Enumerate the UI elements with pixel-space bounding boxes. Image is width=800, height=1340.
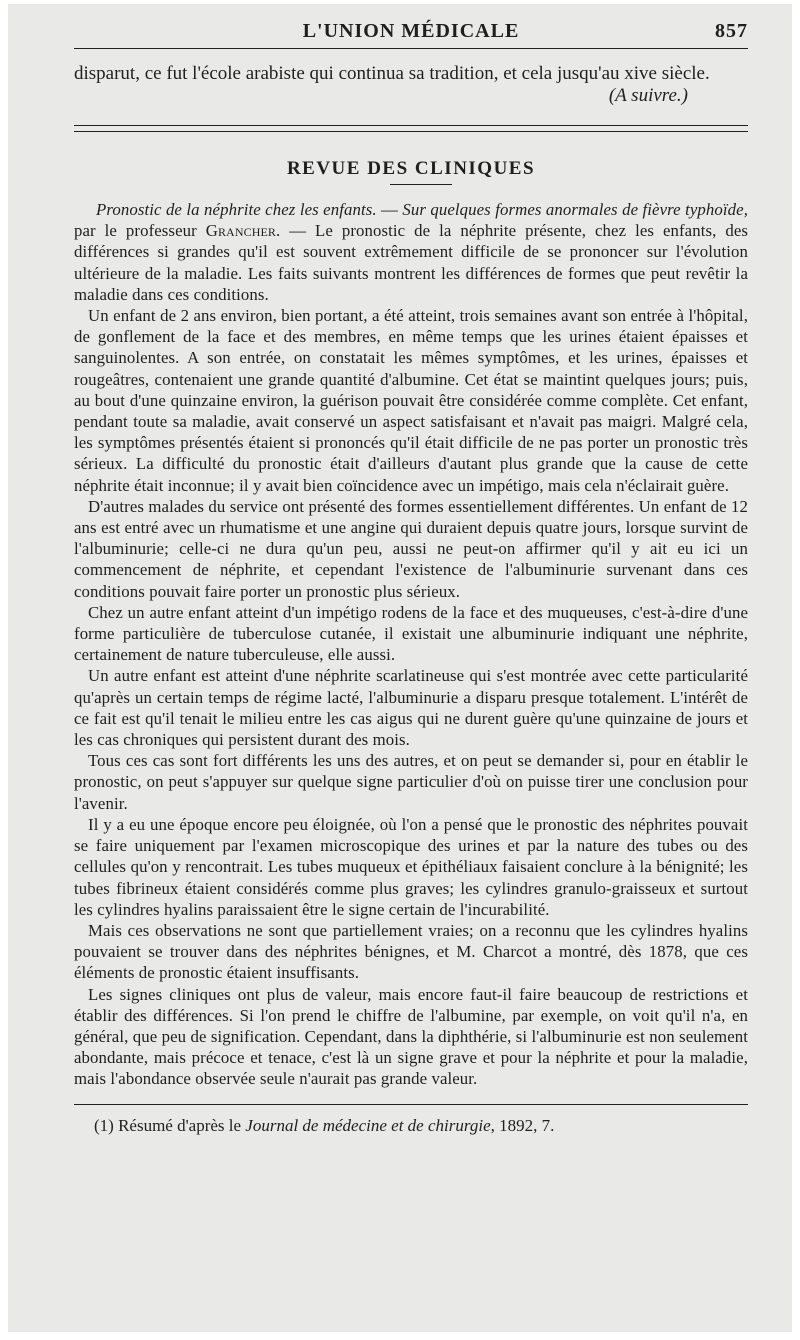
- article-body: [74, 199, 748, 1090]
- paragraph-6: Tous ces cas sont fort différents les uns des autres, et on peut se demander si, pour en établir le pronostic, on peut s'appuyer sur quelque signe particulier d'où on puisse tirer une conclusion pour l'avenir.: [74, 751, 748, 813]
- title-underline: [390, 184, 452, 185]
- carryover-paragraph: [74, 63, 748, 107]
- carryover-text: disparut, ce fut l'école arabiste qui continua sa tradition, et cela jusqu'au xive siècle.: [74, 63, 710, 84]
- paragraph-9: Les signes cliniques ont plus de valeur, mais encore faut-il faire beaucoup de restrictions et établir des différences. Si l'on prend le chiffre de l'albumine, par exemple, on voit qu'il n'a, en général, que peu de signification. Cependant, dans la diphthérie, si l'albuminurie est non seulement abondante, mais précoce et tenace, c'est là un signe grave et pour la néphrite et pour la maladie, mais l'abondance observée seule n'aurait pas grande valeur.: [74, 984, 748, 1089]
- article-title-b: Sur quelques formes anormales de fièvre typhoïde,: [402, 200, 748, 219]
- paragraph-8: Mais ces observations ne sont que partiellement vraies; on a reconnu que les cylindres hyalins pouvaient se trouver dans des néphrites bénignes, et M. Charcot a montré, dès 1878, que ces éléments de pronostic étaient insuffisants.: [74, 920, 748, 983]
- to-be-continued: (A suivre.): [608, 85, 688, 106]
- article-author: Grancher.: [205, 221, 281, 241]
- footnote-rule: [74, 1104, 748, 1105]
- footnote: [74, 1115, 748, 1137]
- journal-title: L'UNION MÉDICALE: [302, 20, 520, 42]
- paragraph-1-text: — Le pronostic de la néphrite présente, chez les enfants, des différences si grandes qu'il est souvent extrêmement difficile de se prononcer sur l'évolution ultérieure de la maladie. Les faits suivants montrent les différences de formes que peut revêtir la maladie dans ces conditions.: [74, 221, 748, 304]
- running-head: [74, 14, 748, 44]
- paragraph-7: Il y a eu une époque encore peu éloignée, où l'on a pensé que le pronostic des néphrites pouvait se faire uniquement par l'examen microscopique des urines et par la nature des tubes ou des cellules qu'on y rencontrait. Les tubes muqueux et épithéliaux faisaient conclure à la bénignité; les tubes fibrineux étaient considérés comme plus graves; les cylindres granulo-graisseux et surtout les cylindres hyalins paraissaient être le signe certain de l'incurabilité.: [74, 814, 748, 919]
- paragraph-4: Chez un autre enfant atteint d'un impétigo rodens de la face et des muqueuses, c'est-à-dire d'une forme particulière de tuberculose cutanée, il existait une albuminurie indiquant une néphrite, certainement de nature tuberculeuse, elle aussi.: [74, 602, 748, 665]
- section-separator: [74, 125, 748, 132]
- article-lead-paragraph: [74, 199, 748, 305]
- double-rule: [74, 125, 748, 132]
- journal-page: [8, 4, 792, 1332]
- header-rule: [74, 48, 748, 49]
- footnote-journal: Journal de médecine et de chirurgie: [245, 1115, 491, 1135]
- section-title: REVUE DES CLINIQUES: [286, 158, 536, 179]
- heading-dash: —: [376, 200, 403, 219]
- paragraph-3: D'autres malades du service ont présenté des formes essentiellement différentes. Un enfant de 12 ans est entré avec un rhumatisme et une angine qui duraient depuis quatre jours, lorsque survint de l'albuminurie; celle-ci ne dura qu'un peu, aussi ne peut-on affirmer qu'il y ait eu ici un commencement de néphrite, et cependant l'existence de l'albuminurie survenant dans ces conditions pouvait faire porter un pronostic plus sérieux.: [74, 496, 748, 601]
- heading-by: par le professeur: [74, 221, 206, 241]
- paragraph-5: Un autre enfant est atteint d'une néphrite scarlatineuse qui s'est montrée avec cette particularité qu'après un certain temps de régime lacté, l'albuminurie a disparu presque totalement. L'intérêt de ce fait est qu'il tenait le milieu entre les cas aigus qui ne durent guère qu'une quinzaine de jours et les cas chroniques qui persistent durant des mois.: [74, 666, 748, 750]
- article-title-a: Pronostic de la néphrite chez les enfants.: [96, 200, 377, 219]
- page-number: 857: [715, 20, 748, 42]
- footnote-prefix: (1) Résumé d'après le: [94, 1115, 246, 1135]
- footnote-suffix: , 1892, 7.: [490, 1115, 555, 1135]
- paragraph-2: Un enfant de 2 ans environ, bien portant, a été atteint, trois semaines avant son entrée à l'hôpital, de gonflement de la face et des membres, en même temps que les urines étaient épaisses et sanguinolentes. A son entrée, on constatait les mêmes symptômes, et les urines, épaisses et rougeâtres, contenaient une grande quantité d'albumine. Cet état se maintint quelques jours; puis, au bout d'une quinzaine environ, la guérison pouvait être considérée comme complète. Cet enfant, pendant toute sa maladie, avait conservé un aspect satisfaisant et n'avait pas maigri. Malgré cela, les symptômes présentés étaient si prononcés qu'il était difficile de ne pas porter un pronostic très sérieux. La difficulté du pronostic était d'ailleurs d'autant plus grande que la cause de cette néphrite était inconnue; il y avait bien coïncidence avec un impétigo, mais cela n'éclairait guère.: [74, 306, 748, 495]
